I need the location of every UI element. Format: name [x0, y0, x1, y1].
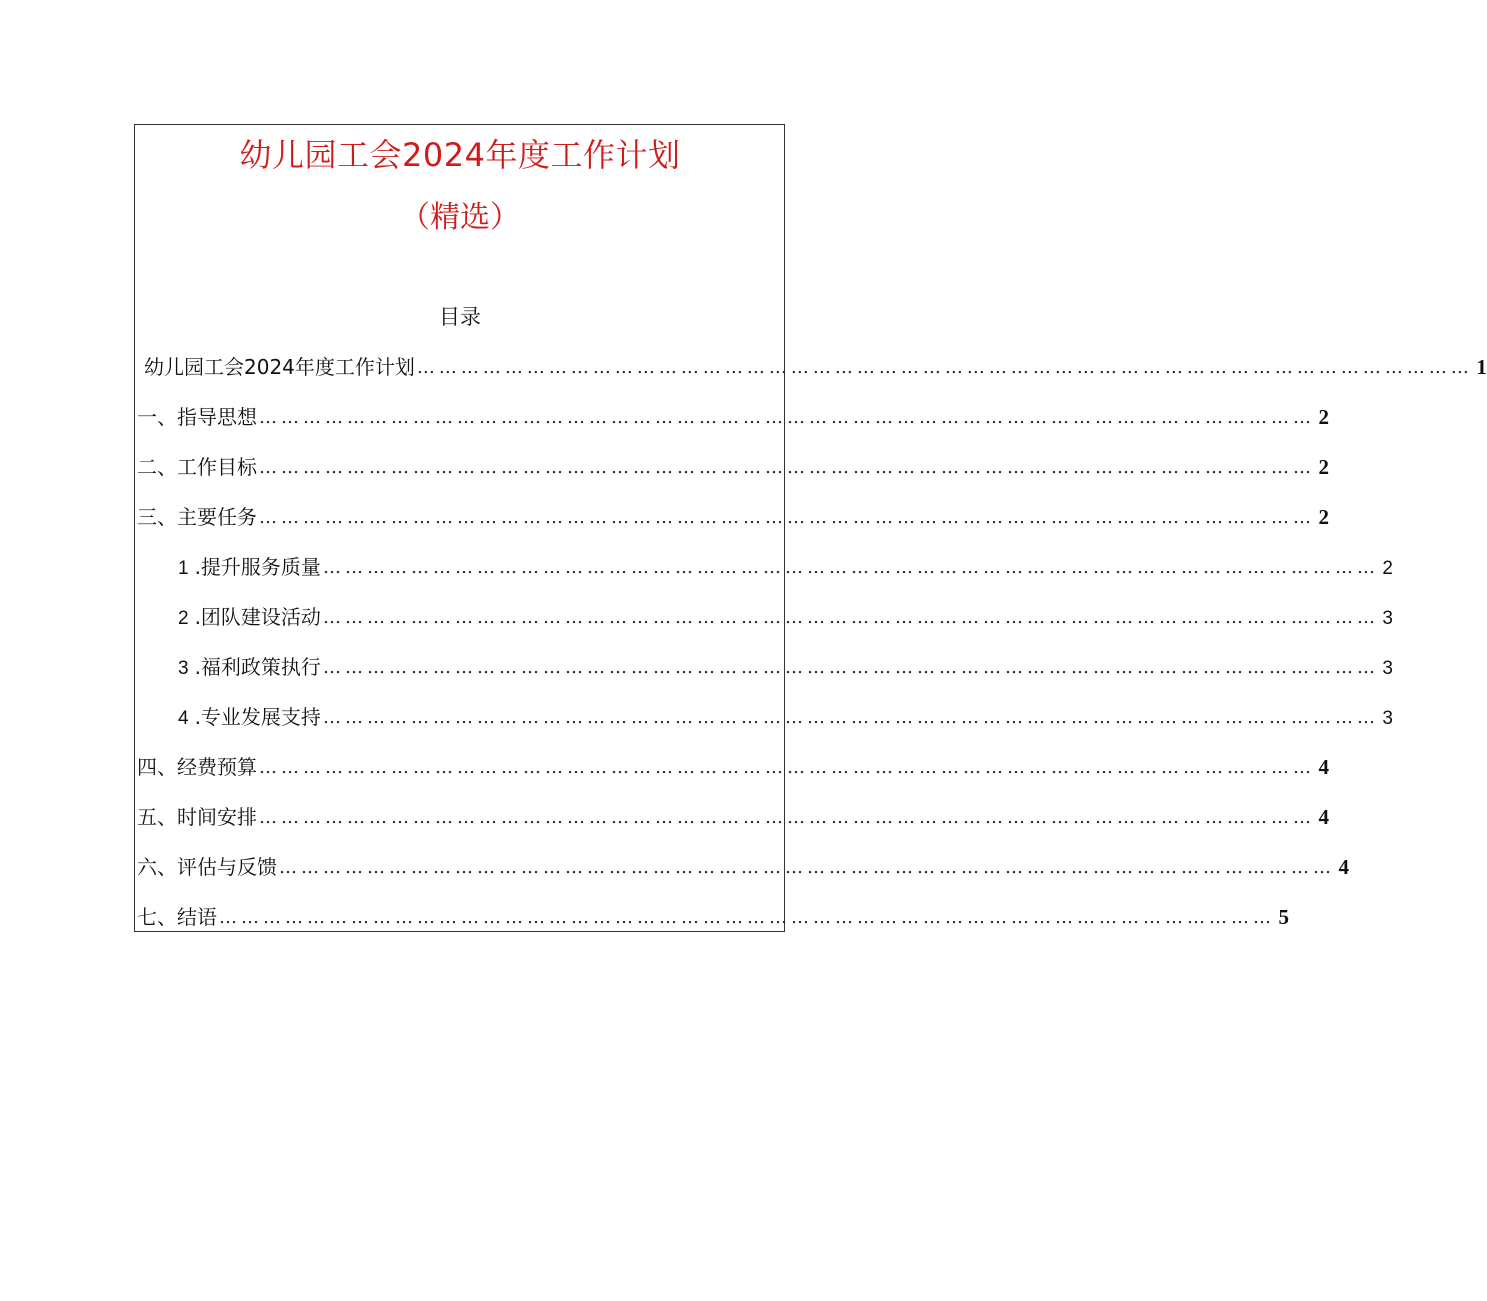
toc-page-number: 4 [1318, 755, 1329, 779]
toc-page-number: 3 [1382, 658, 1393, 679]
toc-entry-guiding-ideology[interactable] [137, 400, 1329, 430]
toc-entry-budget[interactable] [137, 750, 1329, 780]
toc-dot-leader: ……………………………………………………………………………………………………………………………… [279, 857, 1335, 878]
toc-dot-leader: ……………………………………………………………………………………………………………………………… [259, 757, 1315, 778]
toc-subentry-number: 1 [178, 558, 189, 579]
toc-page-number: 4 [1318, 805, 1329, 829]
toc-entry-label: 六、评估与反馈 [137, 855, 277, 879]
toc-entry-label: 幼儿园工会2024年度工作计划 [144, 355, 415, 379]
toc-entry-label: .提升服务质量 [194, 555, 321, 579]
toc-dot-leader: ……………………………………………………………………………………………………………………………… [322, 657, 1379, 678]
toc-subentry-number: 3 [178, 658, 189, 679]
toc-page-number: 5 [1278, 905, 1289, 929]
toc-heading: 目录 [439, 305, 481, 329]
toc-entry-title[interactable] [144, 350, 1487, 380]
toc-page-number: 1 [1476, 355, 1487, 379]
toc-entry-label: 二、工作目标 [137, 455, 257, 479]
toc-dot-leader: ……………………………………………………………………………………………………………………………… [259, 457, 1315, 478]
toc-entry-label: .专业发展支持 [194, 705, 321, 729]
toc-subentry-service-quality[interactable] [178, 550, 1393, 580]
toc-entry-label: .团队建设活动 [194, 605, 321, 629]
toc-dot-leader: ……………………………………………………………………………………………………………………………… [259, 407, 1315, 428]
toc-page-number: 2 [1318, 405, 1329, 429]
toc-dot-leader: ……………………………………………………………………………………………………………………………… [219, 907, 1275, 928]
toc-subentry-number: 4 [178, 708, 189, 729]
toc-entry-label: 三、主要任务 [137, 505, 257, 529]
toc-entry-label: 七、结语 [137, 905, 217, 929]
toc-dot-leader: ……………………………………………………………………………………………………………………………… [259, 807, 1315, 828]
toc-dot-leader: ……………………………………………………………………………………………………………………………… [322, 607, 1379, 628]
toc-entry-label: 五、时间安排 [137, 805, 257, 829]
toc-entry-conclusion[interactable] [137, 900, 1289, 930]
toc-subentry-team-building[interactable] [178, 600, 1393, 630]
toc-dot-leader: ……………………………………………………………………………………………………………………………… [259, 507, 1315, 528]
document-title: 幼儿园工会2024年度工作计划 [239, 136, 681, 174]
toc-dot-leader: ……………………………………………………………………………………………………………………………… [322, 707, 1379, 728]
toc-entry-evaluation[interactable] [137, 850, 1349, 880]
toc-page-number: 3 [1382, 608, 1393, 629]
toc-subentry-professional-development[interactable] [178, 700, 1393, 730]
toc-page-number: 4 [1338, 855, 1349, 879]
toc-entry-schedule[interactable] [137, 800, 1329, 830]
toc-entry-main-tasks[interactable] [137, 500, 1329, 530]
document-subtitle: （精选） [400, 200, 520, 235]
toc-entry-label: 一、指导思想 [137, 405, 257, 429]
toc-page-number: 2 [1318, 505, 1329, 529]
toc-entry-work-goals[interactable] [137, 450, 1329, 480]
toc-page-number: 2 [1382, 558, 1393, 579]
toc-page-number: 3 [1382, 708, 1393, 729]
toc-dot-leader: ……………………………………………………………………………………………………………………………… [416, 357, 1473, 378]
toc-entry-label: .福利政策执行 [194, 655, 321, 679]
toc-entry-label: 四、经费预算 [137, 755, 257, 779]
toc-subentry-welfare-policy[interactable] [178, 650, 1393, 680]
toc-dot-leader: ……………………………………………………………………………………………………………………………… [322, 557, 1379, 578]
toc-page-number: 2 [1318, 455, 1329, 479]
toc-subentry-number: 2 [178, 608, 189, 629]
